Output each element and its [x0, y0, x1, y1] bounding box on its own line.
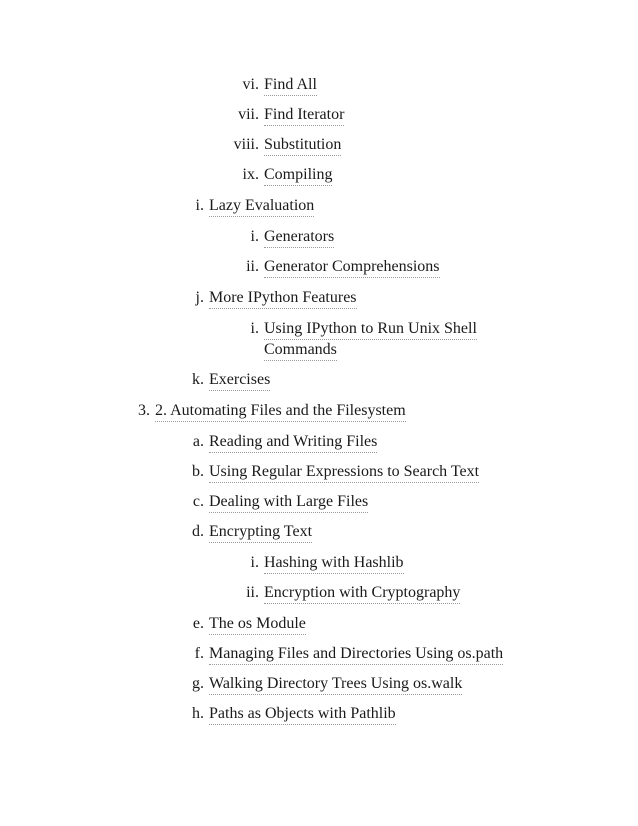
- list-marker: g.: [192, 675, 204, 692]
- list-marker: a.: [192, 433, 204, 450]
- toc-link-large-files[interactable]: Dealing with Large Files: [209, 492, 368, 513]
- toc-link-regular-expressions[interactable]: Using Regular Expressions to Search Text: [209, 462, 479, 483]
- list-marker: j.: [195, 289, 204, 306]
- toc-item-find-iterator: [0, 105, 344, 126]
- toc-item-os-path: [0, 644, 503, 665]
- list-marker: ii.: [246, 258, 259, 275]
- toc-link-compiling[interactable]: Compiling: [264, 165, 332, 186]
- list-marker: b.: [192, 463, 204, 480]
- toc-link-pathlib[interactable]: Paths as Objects with Pathlib: [209, 704, 396, 725]
- toc-link-automating-files[interactable]: 2. Automating Files and the Filesystem: [155, 401, 406, 422]
- toc-item-large-files: [0, 492, 368, 513]
- list-marker: h.: [192, 705, 204, 722]
- toc-item-os-walk: [0, 674, 462, 695]
- list-marker: viii.: [233, 136, 259, 153]
- toc-link-encryption-cryptography[interactable]: Encryption with Cryptography: [264, 583, 460, 604]
- toc-item-using-ipython-unix: [0, 319, 477, 361]
- toc-link-lazy-evaluation[interactable]: Lazy Evaluation: [209, 196, 314, 217]
- list-marker: k.: [192, 371, 204, 388]
- toc-item-exercises: [0, 370, 270, 391]
- toc-item-regular-expressions: [0, 462, 479, 483]
- toc-link-generator-comprehensions[interactable]: Generator Comprehensions: [264, 257, 440, 278]
- toc-link-using-ipython-unix-line2[interactable]: Commands: [264, 340, 337, 361]
- toc-item-encrypting-text: [0, 522, 312, 543]
- toc-item-encryption-cryptography: [0, 583, 460, 604]
- list-marker: i.: [250, 320, 259, 337]
- toc-link-os-path[interactable]: Managing Files and Directories Using os.path: [209, 644, 503, 665]
- toc-link-more-ipython-features[interactable]: More IPython Features: [209, 288, 357, 309]
- list-marker: i.: [250, 228, 259, 245]
- list-marker: d.: [192, 523, 204, 540]
- list-marker: c.: [192, 493, 204, 510]
- toc-link-exercises[interactable]: Exercises: [209, 370, 270, 391]
- list-marker: i.: [195, 197, 204, 214]
- list-marker: ii.: [246, 584, 259, 601]
- toc-link-group-using-ipython-unix: [264, 319, 477, 361]
- list-marker: 3.: [138, 402, 150, 419]
- toc-link-generators[interactable]: Generators: [264, 227, 334, 248]
- toc-link-encrypting-text[interactable]: Encrypting Text: [209, 522, 312, 543]
- toc-item-generators: [0, 227, 334, 248]
- toc-link-os-module[interactable]: The os Module: [209, 614, 306, 635]
- toc-item-hashing-hashlib: [0, 553, 404, 574]
- list-marker: i.: [250, 554, 259, 571]
- list-marker: e.: [192, 615, 204, 632]
- toc-item-find-all: [0, 75, 317, 96]
- toc-item-lazy-evaluation: [0, 196, 314, 217]
- toc-link-using-ipython-unix-line1[interactable]: Using IPython to Run Unix Shell: [264, 319, 477, 340]
- toc-item-compiling: [0, 165, 332, 186]
- toc-link-find-all[interactable]: Find All: [264, 75, 317, 96]
- toc-item-os-module: [0, 614, 306, 635]
- toc-link-reading-writing-files[interactable]: Reading and Writing Files: [209, 432, 377, 453]
- toc-link-hashing-hashlib[interactable]: Hashing with Hashlib: [264, 553, 404, 574]
- toc-item-substitution: [0, 135, 341, 156]
- toc-link-find-iterator[interactable]: Find Iterator: [264, 105, 344, 126]
- toc-item-pathlib: [0, 704, 396, 725]
- list-marker: vi.: [242, 76, 259, 93]
- list-marker: f.: [194, 645, 204, 662]
- list-marker: vii.: [238, 106, 259, 123]
- toc-link-os-walk[interactable]: Walking Directory Trees Using os.walk: [209, 674, 462, 695]
- toc-item-generator-comprehensions: [0, 257, 440, 278]
- toc-item-reading-writing-files: [0, 432, 377, 453]
- toc-link-substitution[interactable]: Substitution: [264, 135, 341, 156]
- toc-item-automating-files: [0, 401, 406, 422]
- list-marker: ix.: [242, 166, 259, 183]
- toc-item-more-ipython-features: [0, 288, 357, 309]
